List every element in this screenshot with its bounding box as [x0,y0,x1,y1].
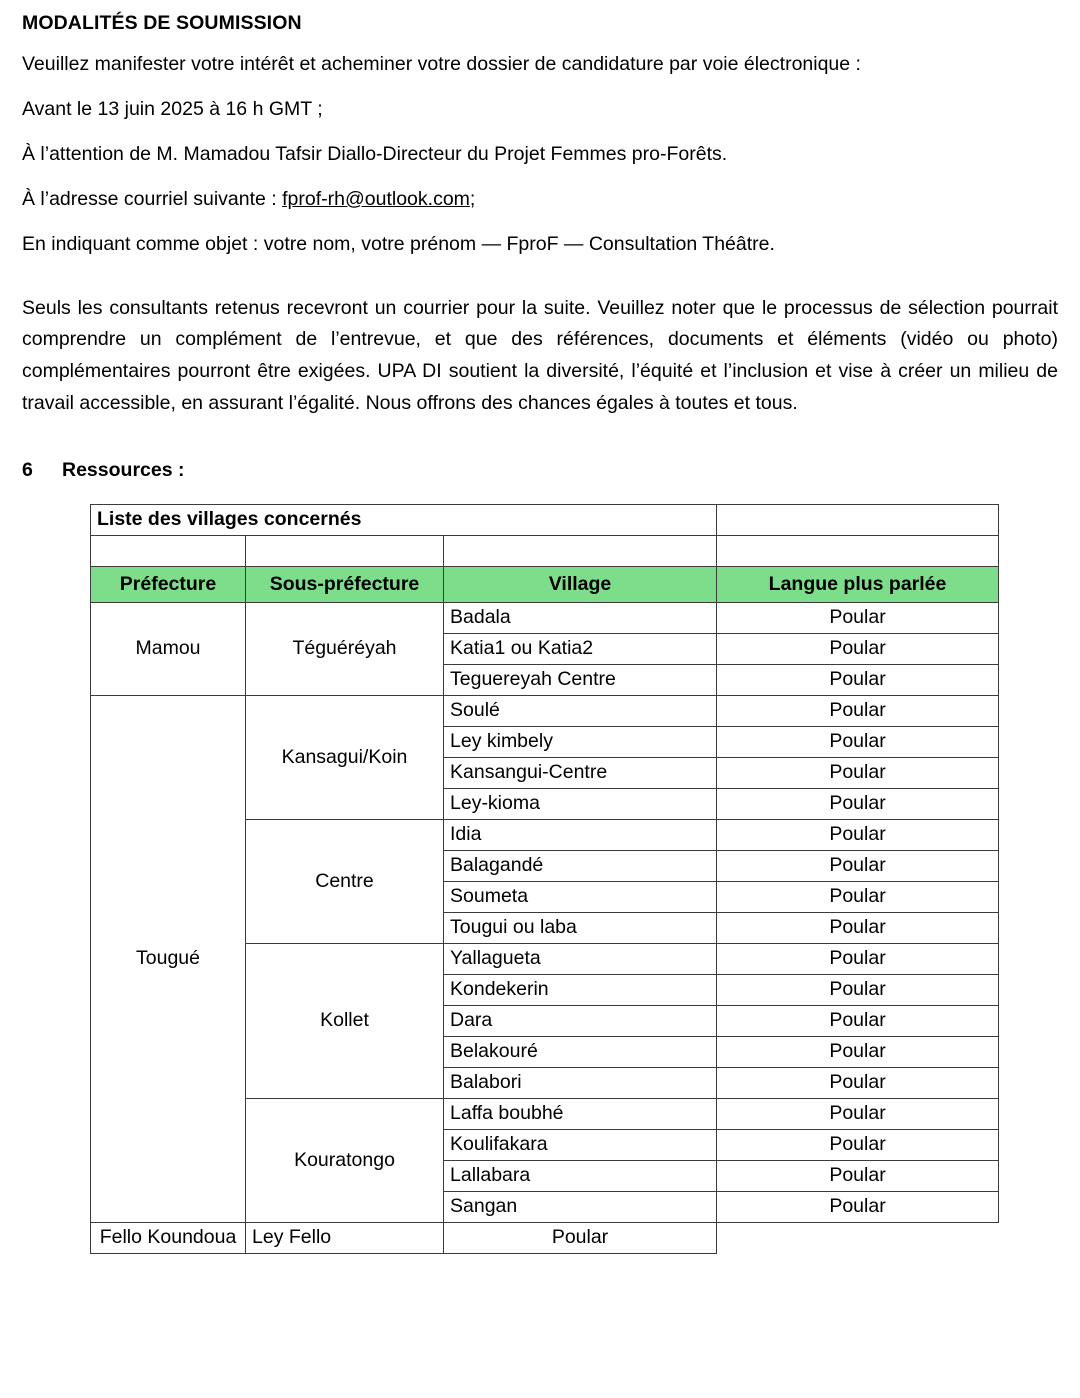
cell-village: Laffa boubhé [444,1099,717,1130]
cell-langue: Poular [717,882,999,913]
cell-sous-prefecture: Kansagui/Koin [246,696,444,820]
cell-langue: Poular [717,665,999,696]
cell-village: Kondekerin [444,975,717,1006]
section-title: Ressources : [62,459,185,482]
spacer-before-closing [22,267,1058,293]
villages-table-container [90,504,998,1254]
section-number: 6 [22,459,33,482]
cell-langue: Poular [717,851,999,882]
cell-village: Soumeta [444,882,717,913]
cell-village: Koulifakara [444,1130,717,1161]
column-header-sous-prefecture: Sous-préfecture [246,567,444,603]
cell-sous-prefecture: Téguéréyah [246,603,444,696]
cell-village: Kansangui-Centre [444,758,717,789]
villages-table-body [91,505,999,1254]
cell-sous-prefecture: Fello Koundoua [91,1223,246,1254]
cell-village: Balagandé [444,851,717,882]
table-caption-cell: Liste des villages concernés [91,505,717,536]
cell-langue: Poular [717,1006,999,1037]
column-header-prefecture: Préfecture [91,567,246,603]
paragraph-attention: À l’attention de M. Mamadou Tafsir Diallo-Directeur du Projet Femmes pro-Forêts. [22,143,728,166]
cell-langue: Poular [717,1099,999,1130]
paragraph-closing: Seuls les consultants retenus recevront un courrier pour la suite. Veuillez noter que le processus de sélection pourrait comprendre un complément de l’entrevue, et que des références, documents et éléments (vidéo ou photo) complémentaires pourront être exigées. UPA DI soutient la diversité, l’équité et l’inclusion et vise à créer un milieu de travail accessible, en assurant l’égalité. Nous offrons des chances égales à toutes et tous. [22,296,1058,414]
cell-village: Badala [444,603,717,634]
table-blank-cell [444,536,717,567]
cell-langue: Poular [717,820,999,851]
cell-village: Yallagueta [444,944,717,975]
cell-village: Soulé [444,696,717,727]
cell-langue: Poular [717,1037,999,1068]
cell-village: Sangan [444,1192,717,1223]
cell-langue: Poular [717,758,999,789]
table-row [91,696,999,727]
table-blank-cell [91,536,246,567]
cell-village: Teguereyah Centre [444,665,717,696]
cell-langue: Poular [717,1192,999,1223]
table-row [91,603,999,634]
cell-langue: Poular [717,1130,999,1161]
paragraph-subject: En indiquant comme objet : votre nom, votre prénom — FproF — Consultation Théâtre. [22,232,775,255]
cell-langue: Poular [717,634,999,665]
cell-langue: Poular [717,975,999,1006]
cell-village: Tougui ou laba [444,913,717,944]
cell-langue: Poular [444,1223,717,1254]
cell-prefecture: Mamou [91,603,246,696]
column-header-village: Village [444,567,717,603]
table-blank-cell [717,536,999,567]
cell-langue: Poular [717,603,999,634]
table-caption-row [91,505,999,536]
table-caption-spacer-cell [717,505,999,536]
cell-langue: Poular [717,944,999,975]
page-title: MODALITÉS DE SOUMISSION [22,12,302,34]
cell-village: Katia1 ou Katia2 [444,634,717,665]
cell-prefecture: Tougué [91,696,246,1223]
paragraph-deadline: Avant le 13 juin 2025 à 16 h GMT ; [22,98,323,121]
cell-sous-prefecture: Kollet [246,944,444,1099]
spacer-before-section [22,419,1058,459]
table-blank-row [91,536,999,567]
cell-langue: Poular [717,789,999,820]
cell-langue: Poular [717,1161,999,1192]
cell-village: Dara [444,1006,717,1037]
cell-langue: Poular [717,1068,999,1099]
cell-langue: Poular [717,696,999,727]
column-header-langue: Langue plus parlée [717,567,999,603]
email-address-link[interactable]: fprof-rh@outlook.com [282,188,470,211]
cell-village: Balabori [444,1068,717,1099]
email-line-prefix: À l’adresse courriel suivante : [22,188,283,211]
villages-table [90,504,999,1254]
table-header-row [91,567,999,603]
table-row [91,1223,999,1254]
paragraph-email [22,177,1058,222]
cell-village: Ley Fello [246,1223,444,1254]
cell-village: Lallabara [444,1161,717,1192]
cell-village: Belakouré [444,1037,717,1068]
email-line-suffix: ; [469,188,476,211]
cell-village: Idia [444,820,717,851]
cell-sous-prefecture: Centre [246,820,444,944]
cell-village: Ley kimbely [444,727,717,758]
section-heading-ressources [22,459,1058,482]
cell-sous-prefecture: Kouratongo [246,1099,444,1223]
paragraph-intro: Veuillez manifester votre intérêt et acheminer votre dossier de candidature par voie électronique : [22,53,861,76]
cell-langue: Poular [717,913,999,944]
cell-langue: Poular [717,727,999,758]
table-blank-cell [246,536,444,567]
cell-village: Ley-kioma [444,789,717,820]
